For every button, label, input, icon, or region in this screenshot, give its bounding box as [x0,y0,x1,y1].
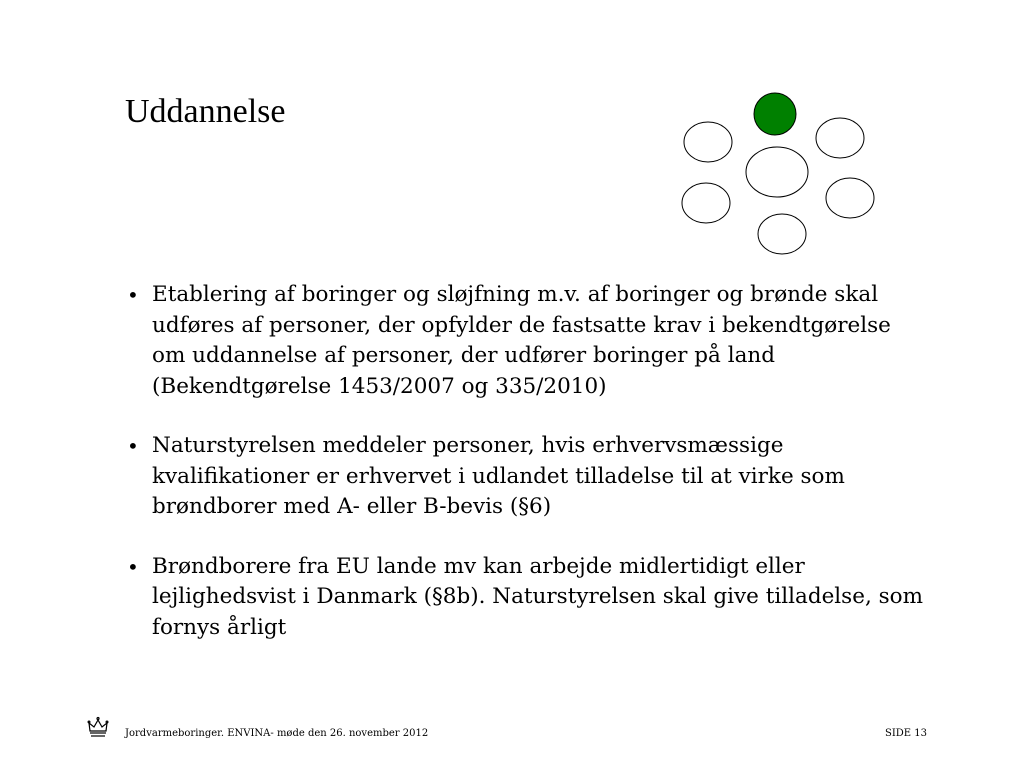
footer-text: Jordvarmeboringer. ENVINA- møde den 26. november 2012 [125,728,429,739]
slide-title: Uddannelse [125,93,286,130]
nav-circle[interactable] [758,214,806,254]
bullet-item [125,431,925,523]
bullet-text: Brøndborere fra EU lande mv kan arbejde midlertidigt eller lejlighedsvist i Danmark (§8b). Naturstyrelsen skal give tilladelse, som fornys årligt [152,553,923,640]
bullet-item [125,552,925,644]
bullet-text: Naturstyrelsen meddeler personer, hvis erhvervsmæssige kvalifikationer er erhvervet i udlandet tilladelse til at virke som brøndborer med A- eller B-bevis (§6) [152,433,845,519]
bullet-marker: • [127,554,139,579]
nav-circle[interactable] [684,122,732,162]
page-number: SIDE 13 [884,728,927,739]
nav-circle[interactable] [826,178,874,218]
bullet-text: Etablering af boringer og sløjfning m.v. af boringer og brønde skal udføres af personer, der opfylder de fastsatte krav i bekendtgørelse om uddannelse af personer, der udfører boringer på land (Bekendtgørelse 1453/2007 og 335/2010) [152,282,891,399]
nav-circle[interactable] [682,183,730,223]
bullet-marker: • [127,283,139,307]
nav-circle-center[interactable] [746,147,808,197]
bullet-item [125,280,925,402]
nav-circle[interactable] [816,118,864,158]
footer [0,715,1024,745]
bullet-marker: • [127,434,139,458]
bullet-list [125,280,925,672]
crown-icon [86,715,110,739]
nav-circle-active[interactable] [754,93,796,135]
